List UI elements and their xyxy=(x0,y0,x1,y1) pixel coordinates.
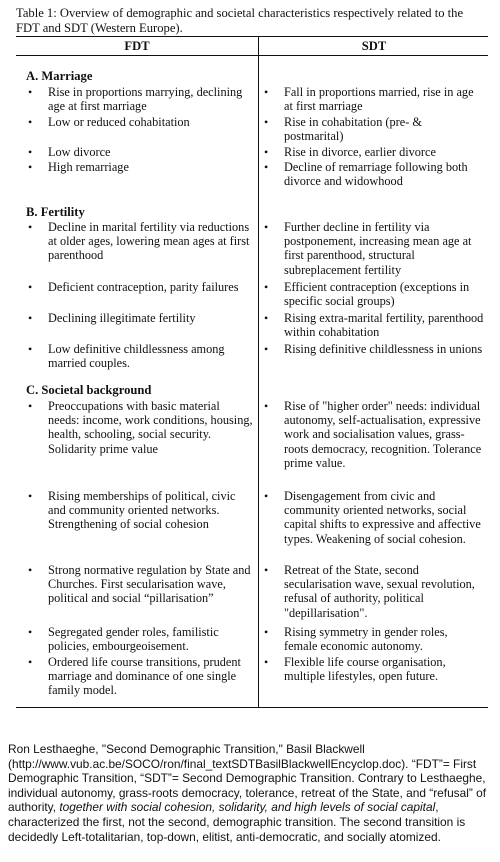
fdt-item-text: Decline in marital fertility via reductions at older ages, lowering mean ages at first parenthood xyxy=(48,220,250,263)
fdt-item-text: Low definitive childlessness among married couples. xyxy=(48,342,225,371)
sdt-item-text: Rise in divorce, earlier divorce xyxy=(284,145,436,159)
section-heading-societal-background: C. Societal background xyxy=(26,383,152,397)
sdt-item-text: Efficient contraception (exceptions in specific social groups) xyxy=(284,280,470,309)
bullet-icon: • xyxy=(264,220,269,234)
sdt-item-text: Rising symmetry in gender roles, female economic autonomy. xyxy=(284,625,448,654)
bullet-icon: • xyxy=(264,145,269,159)
bullet-icon: • xyxy=(28,489,33,503)
source-note-text-end: , characterized the first, not the second, demographic transition. The second transition is decidedly Left-totalitarian, top-down, elitist, anti-democratic, and socially atomized. xyxy=(8,800,466,844)
bullet-icon: • xyxy=(264,625,269,639)
bullet-icon: • xyxy=(264,160,269,174)
fdt-item-text: Ordered life course transitions, prudent marriage and dominance of one single family model. xyxy=(48,655,241,698)
fdt-item-text: Low or reduced cohabitation xyxy=(48,115,190,129)
sdt-item-text: Flexible life course organisation, multiple lifestyles, open future. xyxy=(284,655,446,684)
bullet-icon: • xyxy=(264,311,269,325)
bullet-icon: • xyxy=(264,489,269,503)
bullet-icon: • xyxy=(264,115,269,129)
bullet-icon: • xyxy=(28,563,33,577)
fdt-column-header: FDT xyxy=(124,39,150,53)
fdt-item-text: Low divorce xyxy=(48,145,111,159)
bullet-icon: • xyxy=(28,625,33,639)
section-heading-fertility: B. Fertility xyxy=(26,205,85,219)
bullet-icon: • xyxy=(264,280,269,294)
fdt-item-text: Preoccupations with basic material needs: income, work conditions, housing, health, schooling, social security. Solidarity prime value xyxy=(48,399,253,456)
sdt-item-text: Decline of remarriage following both divorce and widowhood xyxy=(284,160,468,189)
fdt-item-text: High remarriage xyxy=(48,160,129,174)
bullet-icon: • xyxy=(28,311,33,325)
source-note-text: Ron Lesthaeghe, "Second Demographic Transition," Basil Blackwell (http://www.vub.ac.be/SOCO/ron/final_textSDTBasilBlackwellEncyclop.doc). “FDT”= First Demographic Transition, “SDT”= Second Demographic Transition. Contrary to Lesthaeghe, individual autonomy, grass-roots democracy, tolerance, retreat of the State, and “refusal” of authority, xyxy=(8,742,487,815)
source-note-italic: together with social cohesion, solidarity, and high levels of social capital xyxy=(59,800,436,815)
bullet-icon: • xyxy=(264,655,269,669)
table-caption: Table 1: Overview of demographic and societal characteristics respectively related to the FDT and SDT (Western Europe). xyxy=(16,6,464,35)
sdt-item-text: Further decline in fertility via postponement, increasing mean age at first parenthood, structural subreplacement fertility xyxy=(284,220,472,277)
sdt-item-text: Retreat of the State, second secularisation wave, sexual revolution, refusal of authority, political "depillarisation". xyxy=(284,563,475,620)
fdt-item-text: Strong normative regulation by State and Churches. First secularisation wave, political and social “pillarisation” xyxy=(48,563,251,606)
fdt-item-text: Deficient contraception, parity failures xyxy=(48,280,239,294)
bullet-icon: • xyxy=(264,399,269,413)
sdt-item-text: Rising definitive childlessness in unions xyxy=(284,342,483,356)
sdt-item-text: Rise in cohabitation (pre- & postmarital) xyxy=(284,115,422,144)
fdt-item-text: Declining illegitimate fertility xyxy=(48,311,196,325)
bullet-icon: • xyxy=(28,655,33,669)
fdt-item-text: Rise in proportions marrying, declining age at first marriage xyxy=(48,85,243,114)
sdt-item-text: Fall in proportions married, rise in age at first marriage xyxy=(284,85,474,114)
comparison-table xyxy=(16,36,488,708)
bullet-icon: • xyxy=(264,563,269,577)
fdt-item-text: Rising memberships of political, civic and community oriented networks. Strengthening of social cohesion xyxy=(48,489,236,532)
bullet-icon: • xyxy=(264,342,269,356)
bullet-icon: • xyxy=(28,115,33,129)
bullet-icon: • xyxy=(28,342,33,356)
bullet-icon: • xyxy=(28,160,33,174)
sdt-column-header: SDT xyxy=(361,39,387,53)
bullet-icon: • xyxy=(264,85,269,99)
source-note xyxy=(8,742,494,844)
sdt-item-text: Rise of "higher order" needs: individual autonomy, self-actualisation, expressive work and socialisation values, grass-roots democracy, recognition. Tolerance prime value. xyxy=(284,399,482,470)
fdt-item-text: Segregated gender roles, familistic policies, embourgeoisement. xyxy=(48,625,219,654)
sdt-item-text: Disengagement from civic and community oriented networks, social capital shifts to expressive and affective types. Weakening of social cohesion. xyxy=(284,489,481,546)
sdt-item-text: Rising extra-marital fertility, parenthood within cohabitation xyxy=(284,311,484,340)
section-heading-marriage: A. Marriage xyxy=(26,69,93,83)
bullet-icon: • xyxy=(28,399,33,413)
bullet-icon: • xyxy=(28,280,33,294)
bullet-icon: • xyxy=(28,85,33,99)
bullet-icon: • xyxy=(28,220,33,234)
header-rule xyxy=(16,55,488,56)
bullet-icon: • xyxy=(28,145,33,159)
column-divider xyxy=(258,37,259,707)
